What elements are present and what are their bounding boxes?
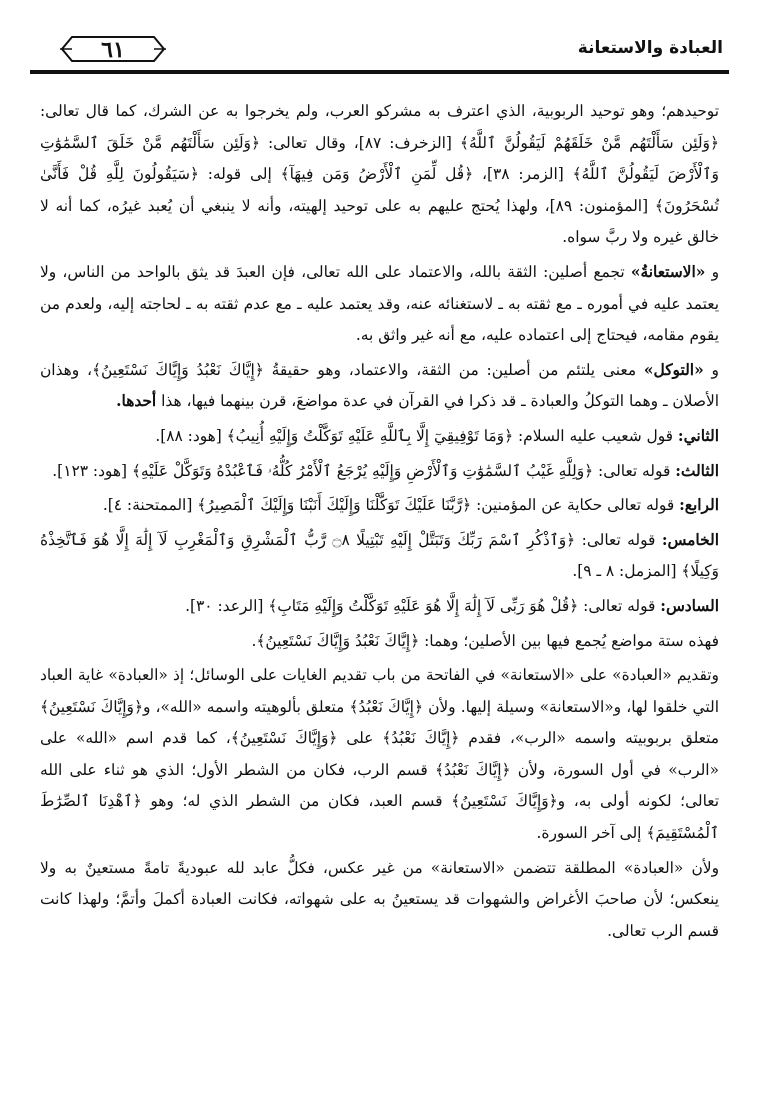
list-item xyxy=(40,525,719,588)
list-item xyxy=(40,490,719,522)
item-label: الثاني: xyxy=(677,426,719,445)
page-header xyxy=(30,34,729,74)
paragraph-text: معنى يلتئم من أصلين: من الثقة، والاعتماد، وهو حقيقةُ ﴿إِيَّاكَ نَعْبُدُ وَإِيَّاكَ نَسْتَعِينُ﴾، وهذان الأصلان ـ وهما التوكلُ والعبادة ـ قد ذكرا في القرآن في عدة مواضعَ، قرن بينهما فيها، هذا xyxy=(40,360,719,411)
item-text: قوله تعالى: ﴿وَلِلَّهِ غَيْبُ ٱلسَّمَٰوَٰتِ وَٱلْأَرْضِ وَإِلَيْهِ يُرْجَعُ ٱلْأَمْرُ كُلُّهُۥ فَٱعْبُدْهُ وَتَوَكَّلْ عَلَيْهِ﴾ [هود: ١٢٣]. xyxy=(52,461,676,480)
paragraph-text: وتقديم «العبادة» على «الاستعانة» في الفاتحة من باب تقديم الغايات على الوسائل؛ إذ «العبادة» غاية العباد التي خلقوا لها، و«الاستعانة» وسيلة إليها. ولأن ﴿إِيَّاكَ نَعْبُدُ﴾ متعلق بألوهيته واسمه «الله»، و﴿وَإِيَّاكَ نَسْتَعِينُ﴾ متعلق بربوبيته واسمه «الرب»، فقدم ﴿إِيَّاكَ نَعْبُدُ﴾ على ﴿وَإِيَّاكَ نَسْتَعِينُ﴾، كما قدم اسم «الله» على «الرب» في أول السورة، ولأن ﴿إِيَّاكَ نَعْبُدُ﴾ قسم الرب، فكان من الشطر الأول؛ الذي هو ثناء على الله تعالى؛ لكونه أولى به، و﴿وَإِيَّاكَ نَسْتَعِينُ﴾ قسم العبد، فكان من الشطر الذي له؛ وهو ﴿ٱهْدِنَا ٱلصِّرَٰطَ ٱلْمُسْتَقِيمَ﴾ إلى آخر السورة. xyxy=(40,666,719,843)
item-label: الثالث: xyxy=(675,461,719,480)
item-text: قوله تعالى: ﴿قُلْ هُوَ رَبِّى لَآ إِلَٰهَ إِلَّا هُوَ عَلَيْهِ تَوَكَّلْتُ وَإِلَيْهِ مَتَابِ﴾ [الرعد: ٣٠]. xyxy=(185,596,661,615)
item-label: الرابع: xyxy=(679,496,719,515)
paragraph xyxy=(40,257,719,352)
page-number-frame xyxy=(58,34,168,64)
paragraph-end-bold: أحدها. xyxy=(116,392,157,411)
item-text: قوله تعالى: ﴿وَٱذْكُرِ ٱسْمَ رَبِّكَ وَتَبَتَّلْ إِلَيْهِ تَبْتِيلًا ۝٨ رَّبُّ ٱلْمَشْرِقِ وَٱلْمَغْرِبِ لَآ إِلَٰهَ إِلَّا هُوَ فَٱتَّخِذْهُ وَكِيلًا﴾ [المزمل: ٨ ـ ٩]. xyxy=(40,530,719,581)
paragraph-conjunction: و xyxy=(705,262,719,281)
list-item xyxy=(40,421,719,453)
paragraph-conjunction: و xyxy=(703,360,719,379)
item-text: قول شعيب عليه السلام: ﴿وَمَا تَوْفِيقِيٓ إِلَّا بِٱللَّهِ عَلَيْهِ تَوَكَّلْتُ وَإِلَيْهِ أُنِيبُ﴾ [هود: ٨٨]. xyxy=(155,426,678,445)
item-label: الخامس: xyxy=(661,530,719,549)
running-title: العبادة والاستعانة xyxy=(577,38,723,58)
paragraph xyxy=(40,96,719,254)
page-number: ٦١ xyxy=(101,37,125,63)
item-text: قوله تعالى حكاية عن المؤمنين: ﴿رَّبَّنَا عَلَيْكَ تَوَكَّلْنَا وَإِلَيْكَ أَنَبْنَا وَإِلَيْكَ ٱلْمَصِيرُ﴾ [الممتحنة: ٤]. xyxy=(102,496,680,515)
paragraph-text: فهذه ستة مواضع يُجمع فيها بين الأصلين؛ وهما: ﴿إِيَّاكَ نَعْبُدُ وَإِيَّاكَ نَسْتَعِينُ﴾. xyxy=(251,631,719,650)
paragraph xyxy=(40,853,719,948)
list-item xyxy=(40,591,719,623)
term-tawakkul: «التوكل» xyxy=(643,360,704,379)
paragraph xyxy=(40,355,719,418)
paragraph-text: تجمع أصلين: الثقة بالله، والاعتماد على الله تعالى، فإن العبدَ قد يثق بالواحد من الناس، ولا يعتمد عليه في أموره ـ مع ثقته به ـ لاستغنائه عنه، وقد يعتمد عليه ـ مع عدم ثقته به ـ لحاجته إليه، ولعدم من يقوم مقامه، فيحتاج إلى اعتماده عليه، مع أنه غير واثق به. xyxy=(40,262,719,345)
paragraph-text: توحيدهم؛ وهو توحيد الربوبية، الذي اعترف به مشركو العرب، ولم يخرجوا به عن الشرك، كما قال تعالى: ﴿وَلَئِن سَأَلْتَهُم مَّنْ خَلَقَهُمْ لَيَقُولُنَّ ٱللَّهُ﴾ [الزخرف: ٨٧]، وقال تعالى: ﴿وَلَئِن سَأَلْتَهُم مَّنْ خَلَقَ ٱلسَّمَٰوَٰتِ وَٱلْأَرْضَ لَيَقُولُنَّ ٱللَّهُ﴾ [الزمر: ٣٨]، ﴿قُل لِّمَنِ ٱلْأَرْضُ وَمَن فِيهَآ﴾ إلى قوله: ﴿سَيَقُولُونَ لِلَّهِ قُلْ فَأَنَّىٰ تُسْحَرُونَ﴾ [المؤمنون: ٨٩]، ولهذا يُحتج عليهم به على توحيد إلهيته، وأنه لا ينبغي أن يُعبد غيرُه، كما أنه لا خالق غيره ولا ربَّ سواه. xyxy=(40,102,719,247)
paragraph xyxy=(40,660,719,850)
list-item xyxy=(40,456,719,488)
paragraph-text: ولأن «العبادة» المطلقة تتضمن «الاستعانة» من غير عكس، فكلُّ عابد لله عبوديةً تامةً مستعينٌ به ولا ينعكس؛ لأن صاحبَ الأغراض والشهوات قد يستعينُ به على شهواته، فكانت العبادة أكملَ وأتمَّ؛ ولهذا كانت قسم الرب تعالى. xyxy=(40,858,719,940)
paragraph xyxy=(40,626,719,658)
header-rule xyxy=(30,70,729,74)
page-body xyxy=(40,96,719,950)
term-isti-ana: «الاستعانةُ» xyxy=(630,262,706,281)
item-label: السادس: xyxy=(660,596,719,615)
